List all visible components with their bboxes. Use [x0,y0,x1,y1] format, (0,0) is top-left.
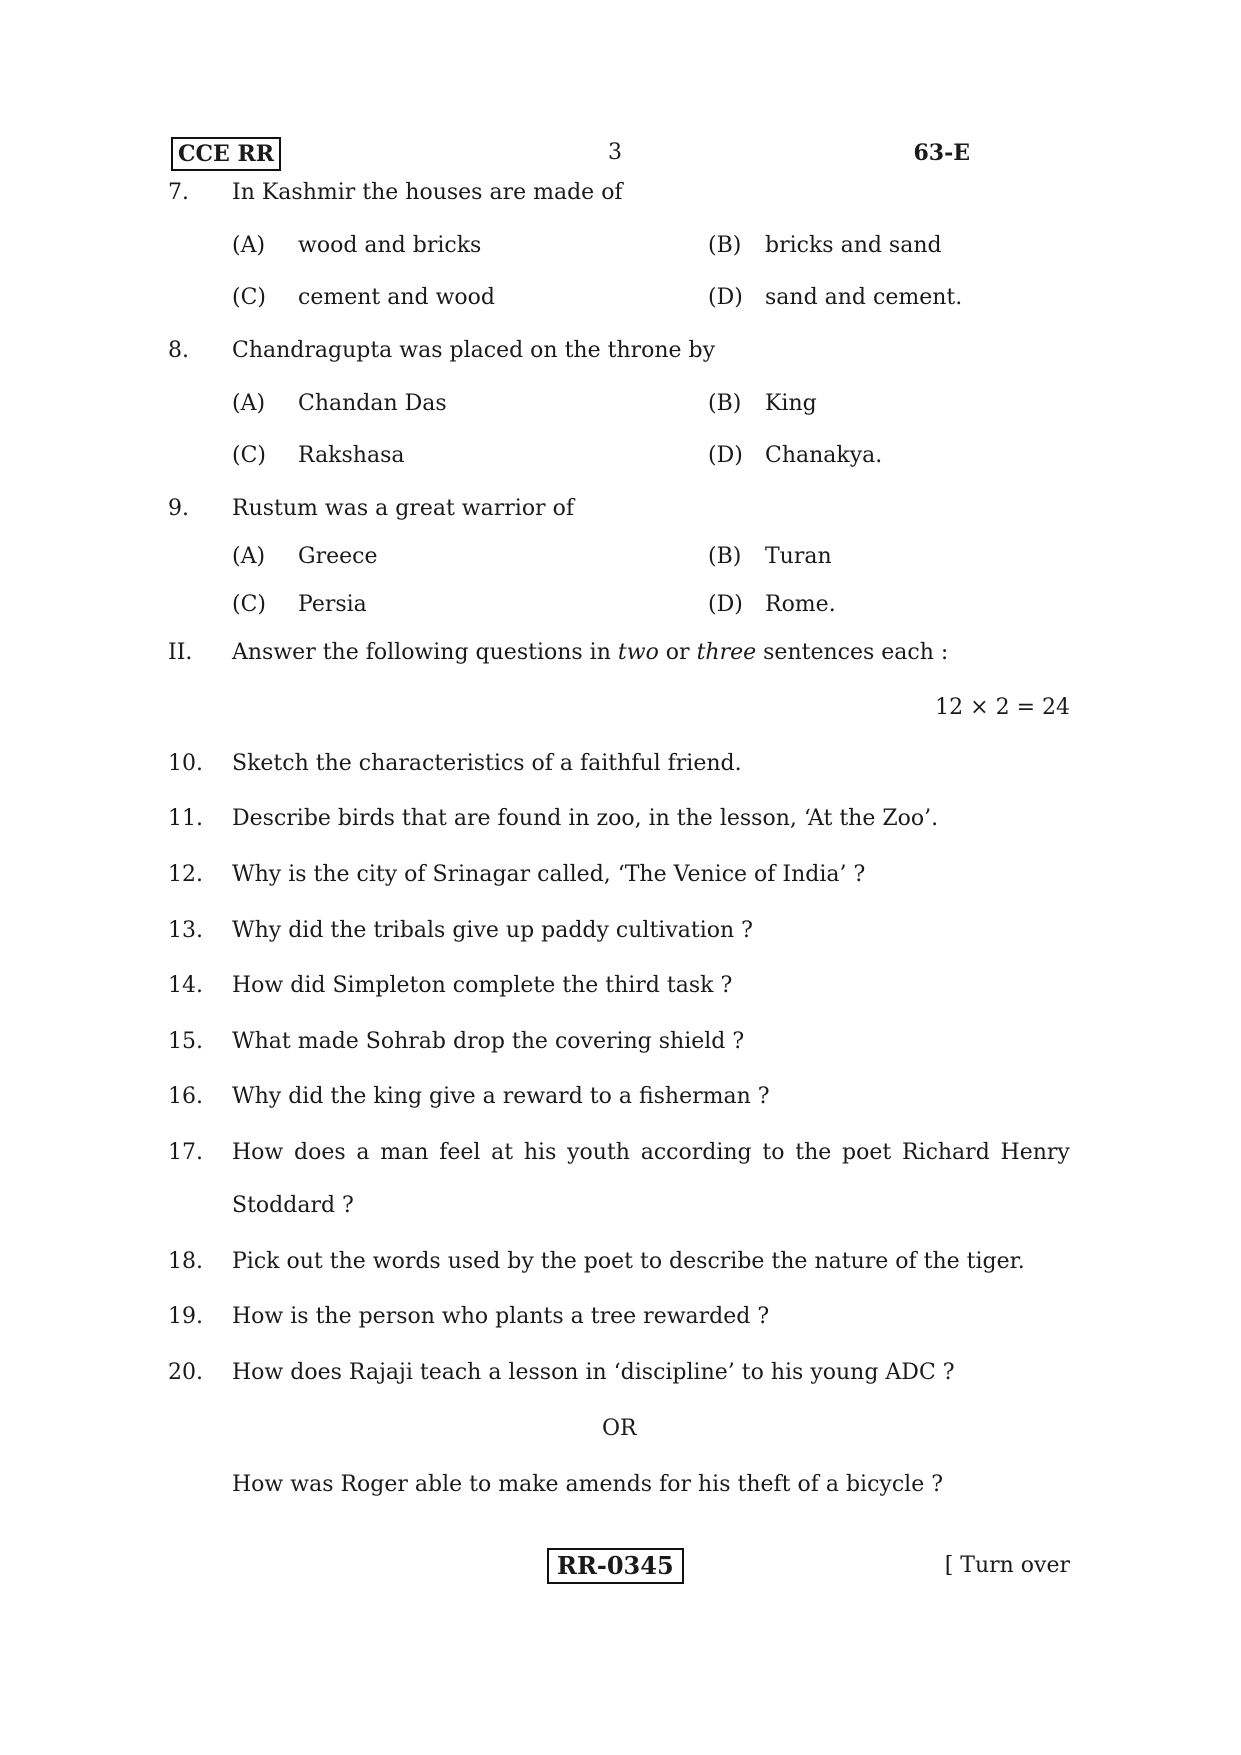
question-text: How did Simpleton complete the third task ? [232,973,733,998]
question-text: Describe birds that are found in zoo, in the lesson, ‘At the Zoo’. [232,806,939,831]
question-number: 18. [168,1249,203,1274]
option-text: wood and bricks [298,233,482,258]
question-text: What made Sohrab drop the covering shield ? [232,1029,745,1054]
option-text: King [765,391,817,416]
alternate-question-text: How was Roger able to make amends for his theft of a bicycle ? [232,1472,944,1497]
option-text: Turan [765,544,832,569]
question-text: Rustum was a great warrior of [232,496,574,521]
option-text: Rome. [765,592,836,617]
question-text: How is the person who plants a tree rewarded ? [232,1304,770,1329]
option-label: (B) [708,391,742,416]
section-instruction: Answer the following questions in two or three sentences each : [232,640,949,665]
question-text-justified: How does a man feel at his youth according to the poet Richard Henry [232,1140,1070,1165]
option-label: (C) [232,592,266,617]
option-text: Chandan Das [298,391,447,416]
question-number: 9. [168,496,189,521]
option-text: Rakshasa [298,443,405,468]
question-number: 13. [168,918,203,943]
question-text: Why did the tribals give up paddy cultivation ? [232,918,753,943]
option-text: Chanakya. [765,443,883,468]
option-text: sand and cement. [765,285,963,310]
question-text-continuation: Stoddard ? [232,1193,354,1218]
question-text: Pick out the words used by the poet to describe the nature of the tiger. [232,1249,1025,1274]
option-text: Persia [298,592,367,617]
question-text: Chandragupta was placed on the throne by [232,338,716,363]
question-number: 8. [168,338,189,363]
option-label: (D) [708,443,743,468]
section-number: II. [168,640,193,665]
question-text: Sketch the characteristics of a faithful friend. [232,751,742,776]
option-text: cement and wood [298,285,495,310]
option-label: (B) [708,544,742,569]
header-code-box: CCE RR [171,137,281,171]
question-number: 20. [168,1360,203,1385]
turn-over-note: [ Turn over [944,1553,1070,1578]
option-text: Greece [298,544,378,569]
question-text: Why is the city of Srinagar called, ‘The Venice of India’ ? [232,862,866,887]
question-text: How does Rajaji teach a lesson in ‘discipline’ to his young ADC ? [232,1360,955,1385]
option-label: (A) [232,544,266,569]
or-separator: OR [602,1416,637,1441]
question-number: 11. [168,806,203,831]
option-text: bricks and sand [765,233,942,258]
question-number: 7. [168,180,189,205]
question-number: 10. [168,751,203,776]
option-label: (D) [708,285,743,310]
question-number: 14. [168,973,203,998]
question-number: 15. [168,1029,203,1054]
question-text: Why did the king give a reward to a fisherman ? [232,1084,770,1109]
option-label: (A) [232,233,266,258]
option-label: (B) [708,233,742,258]
question-number: 19. [168,1304,203,1329]
page-number: 3 [608,140,622,165]
footer-code-box: RR-0345 [547,1548,684,1584]
question-number: 12. [168,862,203,887]
question-number: 16. [168,1084,203,1109]
option-label: (D) [708,592,743,617]
paper-code: 63-E [913,140,970,166]
section-marks: 12 × 2 = 24 [935,695,1070,720]
question-number: 17. [168,1140,203,1165]
option-label: (C) [232,285,266,310]
question-text: In Kashmir the houses are made of [232,180,623,205]
option-label: (C) [232,443,266,468]
option-label: (A) [232,391,266,416]
